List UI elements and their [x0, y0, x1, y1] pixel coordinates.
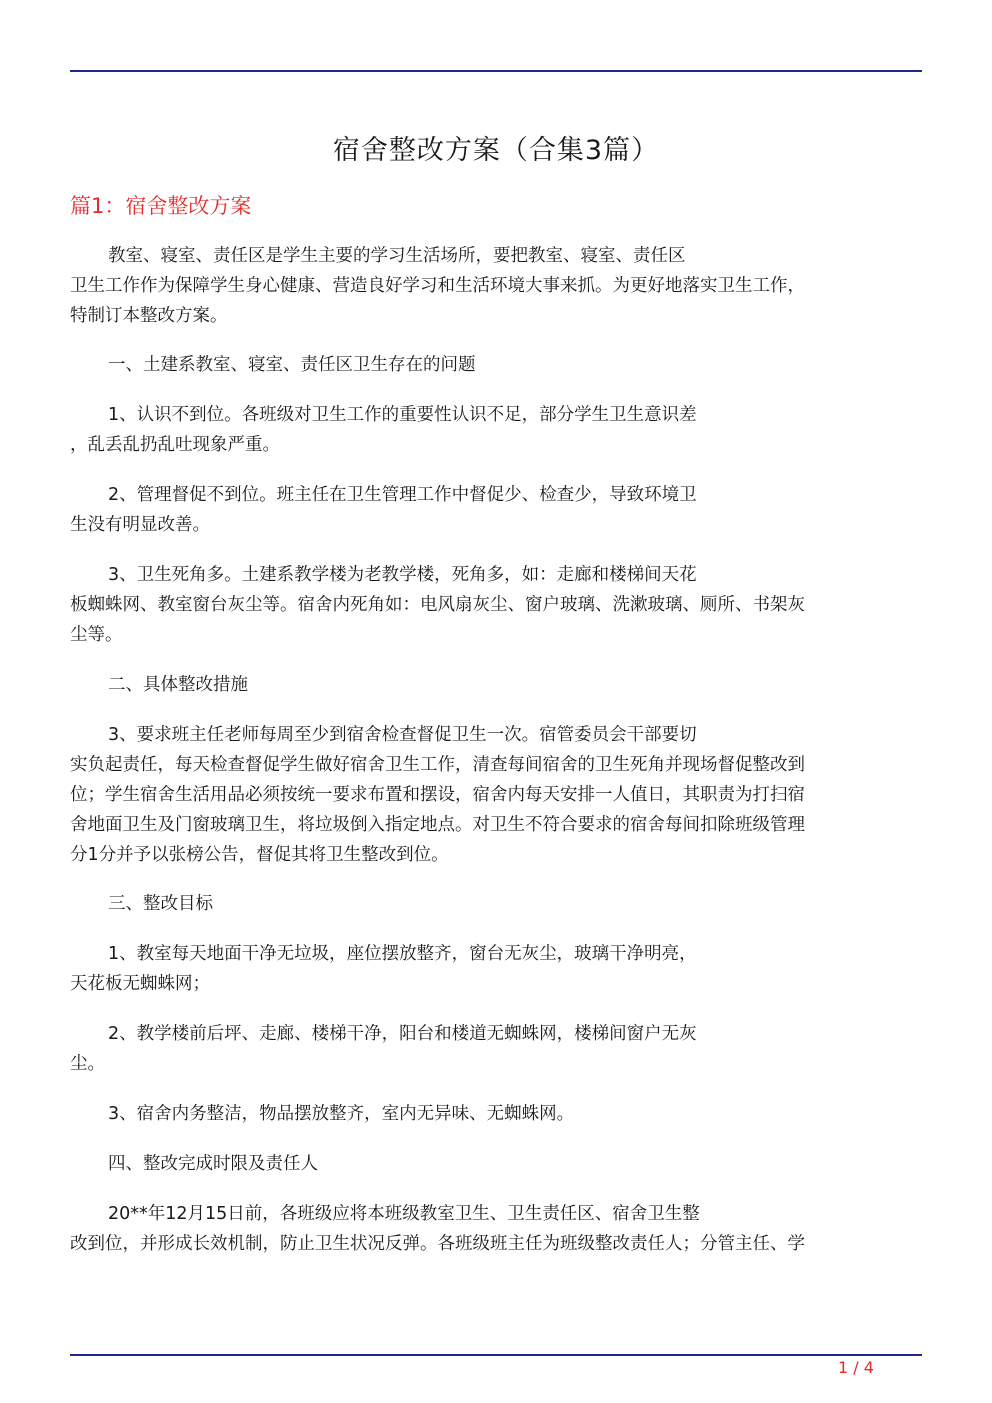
paragraph-line: 1、教室每天地面干净无垃圾，座位摆放整齐，窗台无灰尘，玻璃干净明亮， [108, 944, 697, 964]
subheading-line: 四、整改完成时限及责任人 [108, 1154, 318, 1174]
header-rule [70, 70, 922, 72]
paragraph-line: 教室、寝室、责任区是学生主要的学习生活场所，要把教室、寝室、责任区 [108, 246, 686, 266]
paragraph-line: 天花板无蜘蛛网； [70, 974, 210, 994]
page-number: 1 / 4 [838, 1358, 874, 1377]
footer-rule [70, 1354, 922, 1356]
paragraph-line: ，乱丢乱扔乱吐现象严重。 [70, 435, 280, 455]
paragraph-line: 特制订本整改方案。 [70, 306, 228, 326]
paragraph-line: 舍地面卫生及门窗玻璃卫生，将垃圾倒入指定地点。对卫生不符合要求的宿舍每间扣除班级管理 [70, 815, 805, 835]
paragraph-line: 尘等。 [70, 625, 123, 645]
paragraph-line: 尘。 [70, 1054, 105, 1074]
subheading-line: 二、具体整改措施 [108, 675, 248, 695]
subheading-line: 三、整改目标 [108, 894, 213, 914]
paragraph-line: 2、管理督促不到位。班主任在卫生管理工作中督促少、检查少，导致环境卫 [108, 485, 697, 505]
paragraph-line: 实负起责任，每天检查督促学生做好宿舍卫生工作，清查每间宿舍的卫生死角并现场督促整改到 [70, 755, 805, 775]
paragraph-line: 3、卫生死角多。土建系教学楼为老教学楼，死角多，如：走廊和楼梯间天花 [108, 565, 697, 585]
paragraph-line: 3、宿舍内务整洁，物品摆放整齐，室内无异味、无蜘蛛网。 [108, 1104, 575, 1124]
subheading-line: 一、土建系教室、寝室、责任区卫生存在的问题 [108, 355, 476, 375]
paragraph-line: 板蜘蛛网、教室窗台灰尘等。宿舍内死角如：电风扇灰尘、窗户玻璃、洗漱玻璃、厕所、书架灰 [70, 595, 805, 615]
paragraph-line: 3、要求班主任老师每周至少到宿舍检查督促卫生一次。宿管委员会干部要切 [108, 725, 697, 745]
paragraph-line: 分1分并予以张榜公告，督促其将卫生整改到位。 [70, 845, 449, 865]
paragraph-line: 卫生工作作为保障学生身心健康、营造良好学习和生活环境大事来抓。为更好地落实卫生工作， [70, 276, 805, 296]
paragraph-line: 位；学生宿舍生活用品必须按统一要求布置和摆设，宿舍内每天安排一人值日，其职责为打扫宿 [70, 785, 805, 805]
paragraph-line: 生没有明显改善。 [70, 515, 210, 535]
paragraph-line: 1、认识不到位。各班级对卫生工作的重要性认识不足，部分学生卫生意识差 [108, 405, 697, 425]
section-heading: 篇1：宿舍整改方案 [70, 194, 252, 218]
paragraph-line: 2、教学楼前后坪、走廊、楼梯干净，阳台和楼道无蜘蛛网，楼梯间窗户无灰 [108, 1024, 697, 1044]
document-title: 宿舍整改方案（合集3篇） [332, 135, 660, 166]
paragraph-line: 20**年12月15日前，各班级应将本班级教室卫生、卫生责任区、宿舍卫生整 [108, 1204, 700, 1224]
paragraph-line: 改到位，并形成长效机制，防止卫生状况反弹。各班级班主任为班级整改责任人；分管主任、学 [70, 1234, 805, 1254]
